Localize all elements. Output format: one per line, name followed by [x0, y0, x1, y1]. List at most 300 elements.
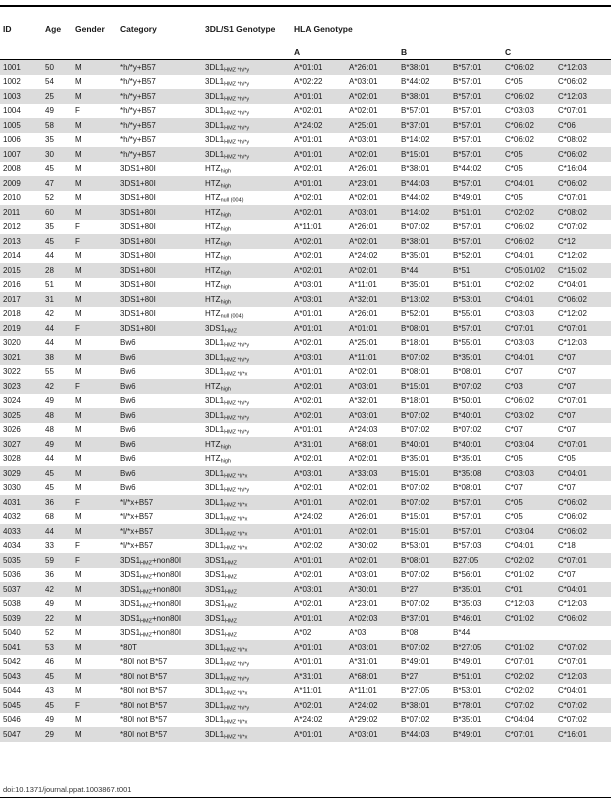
cell-category: *l/*x+B57 [117, 524, 202, 539]
cell-hla-c1: C*05 [502, 162, 555, 177]
table-row [0, 234, 611, 249]
cell-id: 4032 [0, 510, 42, 525]
cell-category: 3DS1+80I [117, 278, 202, 293]
cell-id: 3029 [0, 466, 42, 481]
cell-id: 2017 [0, 292, 42, 307]
table-row [0, 568, 611, 583]
cell-hla-a1: A*02:01 [291, 104, 346, 119]
cell-age: 45 [42, 481, 72, 496]
cell-hla-a1: A*02:01 [291, 452, 346, 467]
cell-age: 45 [42, 162, 72, 177]
cell-age: 42 [42, 379, 72, 394]
cell-hla-b1: B*44:03 [398, 727, 450, 742]
cell-category: 3DS1+80I [117, 263, 202, 278]
cell-hla-a2: A*11:01 [346, 278, 398, 293]
cell-category: 3DS1+80I [117, 176, 202, 191]
cell-id: 5043 [0, 669, 42, 684]
cell-category: Bw6 [117, 408, 202, 423]
cell-hla-b2: B*51 [450, 263, 502, 278]
cell-kir-genotype: $3DL1_{HMZ *h/*y}$ [202, 75, 291, 90]
cell-hla-a1: A*01:01 [291, 147, 346, 162]
table-row [0, 278, 611, 293]
cell-age: 44 [42, 249, 72, 264]
cell-age: 22 [42, 611, 72, 626]
cell-hla-c1: C*06:02 [502, 234, 555, 249]
cell-hla-c1: C*07:01 [502, 727, 555, 742]
cell-age: 53 [42, 640, 72, 655]
cell-hla-c1: C*05 [502, 495, 555, 510]
cell-hla-b2: B*57:01 [450, 220, 502, 235]
cell-category: *80I not B*57 [117, 669, 202, 684]
table-row [0, 495, 611, 510]
cell-hla-a2: A*25:01 [346, 118, 398, 133]
cell-age: 30 [42, 147, 72, 162]
cell-hla-c1: C*03 [502, 379, 555, 394]
cell-hla-a2: A*02:01 [346, 495, 398, 510]
table-row [0, 379, 611, 394]
cell-hla-c1: C*03:04 [502, 524, 555, 539]
cell-hla-c1: C*06:02 [502, 220, 555, 235]
cell-hla-a1: A*02:01 [291, 263, 346, 278]
cell-hla-b1: B*07:02 [398, 220, 450, 235]
cell-hla-c1: C*01:02 [502, 640, 555, 655]
cell-hla-a2: A*26:01 [346, 220, 398, 235]
cell-hla-a1: A*02:01 [291, 597, 346, 612]
cell-hla-b1: B*08 [398, 626, 450, 641]
cell-hla-b1: B*07:02 [398, 568, 450, 583]
cell-hla-b2: B*57:01 [450, 234, 502, 249]
cell-hla-c1: C*06:02 [502, 60, 555, 75]
table-row [0, 89, 611, 104]
cell-hla-c1: C*02:02 [502, 205, 555, 220]
cell-hla-b2: B*57:01 [450, 321, 502, 336]
cell-kir-genotype: $3DL1_{HMZ *l/*x}$ [202, 510, 291, 525]
header-hla-a: A [294, 46, 301, 57]
cell-gender: M [72, 597, 117, 612]
cell-gender: F [72, 539, 117, 554]
cell-hla-b2: B*53:01 [450, 292, 502, 307]
cell-hla-a2: A*03:01 [346, 75, 398, 90]
cell-hla-b2: B*49:01 [450, 655, 502, 670]
table-row [0, 408, 611, 423]
cell-hla-b2: B*08:01 [450, 365, 502, 380]
cell-id: 3020 [0, 336, 42, 351]
cell-hla-a1: A*02:01 [291, 205, 346, 220]
cell-hla-b2: B*57:01 [450, 133, 502, 148]
cell-age: 29 [42, 727, 72, 742]
cell-age: 31 [42, 292, 72, 307]
cell-hla-b1: B*27:05 [398, 684, 450, 699]
cell-gender: M [72, 307, 117, 322]
cell-kir-genotype: $3DS1_{HMZ}$ [202, 611, 291, 626]
cell-id: 2009 [0, 176, 42, 191]
cell-hla-b2: B*46:01 [450, 611, 502, 626]
table-row [0, 365, 611, 380]
cell-hla-b1: B*14:02 [398, 205, 450, 220]
cell-hla-c2: C*07:01 [555, 321, 611, 336]
cell-hla-a1: A*31:01 [291, 437, 346, 452]
table-row [0, 394, 611, 409]
cell-gender: M [72, 582, 117, 597]
cell-hla-b1: B*44 [398, 263, 450, 278]
cell-hla-b2: B*57:01 [450, 60, 502, 75]
cell-hla-c1: C*02:02 [502, 669, 555, 684]
cell-kir-genotype: $HTZ_{high}$ [202, 292, 291, 307]
table-row [0, 698, 611, 713]
cell-category: 3DS1+80I [117, 234, 202, 249]
cell-kir-genotype: $HTZ_{high}$ [202, 263, 291, 278]
cell-hla-b1: B*38:01 [398, 234, 450, 249]
cell-category: Bw6 [117, 379, 202, 394]
cell-hla-a2: A*02:01 [346, 263, 398, 278]
cell-hla-c1: C*06:02 [502, 89, 555, 104]
cell-hla-a1: A*01:01 [291, 133, 346, 148]
cell-hla-c2: C*12:03 [555, 597, 611, 612]
cell-hla-c2: C*07:02 [555, 713, 611, 728]
cell-hla-a2: A*26:01 [346, 510, 398, 525]
header-gender: Gender [75, 24, 105, 34]
cell-age: 25 [42, 89, 72, 104]
cell-hla-b2: B*35:03 [450, 597, 502, 612]
cell-gender: M [72, 727, 117, 742]
cell-id: 4034 [0, 539, 42, 554]
cell-age: 43 [42, 684, 72, 699]
cell-hla-a2: A*02:01 [346, 524, 398, 539]
cell-hla-c2: C*12:03 [555, 89, 611, 104]
cell-hla-a1: A*31:01 [291, 669, 346, 684]
cell-hla-c1: C*02:02 [502, 278, 555, 293]
cell-hla-c1: C*01:02 [502, 568, 555, 583]
cell-hla-c1: C*04:01 [502, 176, 555, 191]
cell-hla-a1: A*02:01 [291, 698, 346, 713]
cell-category: 3DS1+80I [117, 249, 202, 264]
cell-hla-a2: A*11:01 [346, 684, 398, 699]
cell-kir-genotype: $3DL1_{HMZ *h/*y}$ [202, 408, 291, 423]
cell-gender: F [72, 234, 117, 249]
cell-hla-c2: C*16:01 [555, 727, 611, 742]
cell-hla-a1: A*24:02 [291, 118, 346, 133]
table-row [0, 655, 611, 670]
cell-hla-c1: C*04:01 [502, 539, 555, 554]
cell-hla-b1: B*07:02 [398, 713, 450, 728]
cell-hla-a1: A*02:01 [291, 249, 346, 264]
cell-gender: M [72, 408, 117, 423]
cell-hla-a2: A*02:01 [346, 553, 398, 568]
cell-gender: M [72, 147, 117, 162]
table-header [0, 14, 611, 60]
cell-hla-c1 [502, 626, 555, 641]
cell-age: 44 [42, 336, 72, 351]
cell-hla-a1: A*02:22 [291, 75, 346, 90]
table-row [0, 263, 611, 278]
cell-category: *h/*y+B57 [117, 75, 202, 90]
cell-gender: M [72, 510, 117, 525]
cell-category: 3DS1+80I [117, 307, 202, 322]
table-row [0, 684, 611, 699]
cell-kir-genotype: $HTZ_{high}$ [202, 162, 291, 177]
cell-hla-b1: B*15:01 [398, 379, 450, 394]
cell-id: 2019 [0, 321, 42, 336]
cell-hla-a2: A*02:01 [346, 365, 398, 380]
cell-kir-genotype: $HTZ_{high}$ [202, 437, 291, 452]
cell-gender: M [72, 133, 117, 148]
cell-hla-b2: B*57:01 [450, 510, 502, 525]
cell-hla-b1: B*27 [398, 669, 450, 684]
cell-age: 28 [42, 263, 72, 278]
table-row [0, 249, 611, 264]
cell-hla-b1: B*15:01 [398, 510, 450, 525]
cell-age: 45 [42, 669, 72, 684]
table-row [0, 481, 611, 496]
cell-kir-genotype: $3DL1_{HMZ *h/*y}$ [202, 481, 291, 496]
cell-id: 5036 [0, 568, 42, 583]
cell-hla-a1: A*02:01 [291, 379, 346, 394]
cell-age: 49 [42, 394, 72, 409]
cell-kir-genotype: $3DL1_{HMZ *h/*y}$ [202, 147, 291, 162]
cell-hla-a1: A*02:01 [291, 162, 346, 177]
cell-gender: M [72, 640, 117, 655]
cell-category: $3DS1_{HMZ}+non80I$ [117, 626, 202, 641]
cell-hla-a2: A*02:01 [346, 191, 398, 206]
table-row [0, 336, 611, 351]
top-rule [0, 5, 611, 7]
cell-id: 1001 [0, 60, 42, 75]
cell-kir-genotype: $HTZ_{high}$ [202, 176, 291, 191]
table-row [0, 640, 611, 655]
cell-hla-a2: A*26:01 [346, 162, 398, 177]
cell-hla-a2: A*29:02 [346, 713, 398, 728]
cell-hla-a2: A*03:01 [346, 727, 398, 742]
cell-gender: M [72, 437, 117, 452]
cell-gender: M [72, 191, 117, 206]
cell-kir-genotype: $HTZ_{null (004)}$ [202, 307, 291, 322]
cell-hla-c1: C*02:02 [502, 553, 555, 568]
cell-hla-b2: B*50:01 [450, 394, 502, 409]
table-row [0, 452, 611, 467]
cell-hla-c2: C*12:03 [555, 60, 611, 75]
cell-hla-c1: C*05 [502, 191, 555, 206]
cell-hla-b2: B*44:02 [450, 162, 502, 177]
table-row [0, 321, 611, 336]
cell-gender: M [72, 423, 117, 438]
cell-hla-c2: C*12:03 [555, 336, 611, 351]
cell-category: *80I not B*57 [117, 713, 202, 728]
cell-hla-b1: B*38:01 [398, 89, 450, 104]
cell-hla-a1: A*11:01 [291, 220, 346, 235]
cell-hla-a2: A*02:01 [346, 481, 398, 496]
cell-id: 3025 [0, 408, 42, 423]
cell-hla-a1: A*24:02 [291, 713, 346, 728]
cell-age: 52 [42, 191, 72, 206]
cell-gender: M [72, 684, 117, 699]
cell-hla-c2: C*06:02 [555, 147, 611, 162]
cell-hla-b1: B*07:02 [398, 640, 450, 655]
cell-kir-genotype: $3DL1_{HMZ *l/*x}$ [202, 365, 291, 380]
cell-hla-c2: C*18 [555, 539, 611, 554]
table-row [0, 205, 611, 220]
cell-gender: M [72, 568, 117, 583]
cell-hla-b2: B*57:01 [450, 89, 502, 104]
cell-id: 2010 [0, 191, 42, 206]
cell-category: $3DS1_{HMZ}+non80I$ [117, 553, 202, 568]
cell-hla-b1: B*15:01 [398, 524, 450, 539]
cell-hla-a1: A*01:01 [291, 640, 346, 655]
cell-age: 35 [42, 133, 72, 148]
cell-hla-a1: A*01:01 [291, 176, 346, 191]
cell-hla-c1: C*04:01 [502, 249, 555, 264]
cell-kir-genotype: $3DS1_{HMZ}$ [202, 553, 291, 568]
cell-age: 52 [42, 626, 72, 641]
cell-hla-c2: C*04:01 [555, 278, 611, 293]
header-hla-b: B [401, 46, 408, 57]
cell-hla-a2: A*26:01 [346, 60, 398, 75]
table-row [0, 466, 611, 481]
cell-hla-b2: B*78:01 [450, 698, 502, 713]
cell-kir-genotype: $HTZ_{high}$ [202, 379, 291, 394]
cell-hla-c1: C*03:03 [502, 307, 555, 322]
cell-hla-c2: C*06:02 [555, 292, 611, 307]
table-row [0, 292, 611, 307]
cell-id: 1006 [0, 133, 42, 148]
cell-hla-b2: B*40:01 [450, 437, 502, 452]
cell-hla-c2: C*07:01 [555, 553, 611, 568]
cell-category: Bw6 [117, 437, 202, 452]
cell-gender: F [72, 495, 117, 510]
cell-hla-a1: A*02:01 [291, 394, 346, 409]
cell-kir-genotype: $HTZ_{high}$ [202, 452, 291, 467]
cell-hla-a2: A*02:01 [346, 147, 398, 162]
cell-gender: M [72, 611, 117, 626]
cell-hla-c1: C*02:02 [502, 684, 555, 699]
cell-category: *80I not B*57 [117, 727, 202, 742]
cell-id: 2014 [0, 249, 42, 264]
cell-id: 5041 [0, 640, 42, 655]
cell-kir-genotype: $3DS1_{HMZ}$ [202, 321, 291, 336]
cell-category: *80I not B*57 [117, 698, 202, 713]
cell-kir-genotype: $3DL1_{HMZ *h/*y}$ [202, 104, 291, 119]
cell-category: *h/*y+B57 [117, 104, 202, 119]
cell-category: Bw6 [117, 365, 202, 380]
cell-hla-c2: C*07:01 [555, 655, 611, 670]
cell-category: Bw6 [117, 481, 202, 496]
table-row [0, 350, 611, 365]
cell-hla-a2: A*68:01 [346, 669, 398, 684]
cell-category: *l/*x+B57 [117, 539, 202, 554]
cell-gender: M [72, 263, 117, 278]
cell-id: 4033 [0, 524, 42, 539]
cell-kir-genotype: $HTZ_{high}$ [202, 249, 291, 264]
cell-hla-b1: B*35:01 [398, 452, 450, 467]
cell-id: 2011 [0, 205, 42, 220]
cell-age: 55 [42, 365, 72, 380]
table-row [0, 713, 611, 728]
cell-hla-c2: C*12:02 [555, 307, 611, 322]
cell-hla-b1: B*07:02 [398, 408, 450, 423]
cell-hla-b1: B*35:01 [398, 249, 450, 264]
cell-hla-c2: C*07:02 [555, 698, 611, 713]
cell-id: 2018 [0, 307, 42, 322]
cell-id: 2013 [0, 234, 42, 249]
cell-id: 5044 [0, 684, 42, 699]
cell-age: 49 [42, 597, 72, 612]
cell-age: 48 [42, 423, 72, 438]
table-row [0, 176, 611, 191]
cell-hla-a1: A*03:01 [291, 582, 346, 597]
cell-hla-a1: A*03:01 [291, 292, 346, 307]
cell-id: 5039 [0, 611, 42, 626]
cell-gender: M [72, 292, 117, 307]
cell-hla-a2: A*01:01 [346, 321, 398, 336]
table-row [0, 437, 611, 452]
cell-id: 4031 [0, 495, 42, 510]
cell-hla-c2: C*04:01 [555, 684, 611, 699]
cell-kir-genotype: $3DL1_{HMZ *h/*y}$ [202, 655, 291, 670]
cell-hla-c2: C*07 [555, 568, 611, 583]
cell-hla-c1: C*03:02 [502, 408, 555, 423]
cell-gender: M [72, 669, 117, 684]
cell-hla-a2: A*11:01 [346, 350, 398, 365]
table-row [0, 307, 611, 322]
cell-kir-genotype: $3DL1_{HMZ *h/*y}$ [202, 133, 291, 148]
cell-gender: M [72, 655, 117, 670]
cell-hla-a2: A*30:01 [346, 582, 398, 597]
cell-kir-genotype: $3DS1_{HMZ}$ [202, 626, 291, 641]
cell-hla-a2: A*03 [346, 626, 398, 641]
cell-hla-c1: C*07:01 [502, 655, 555, 670]
cell-hla-c1: C*03:03 [502, 336, 555, 351]
cell-hla-c1: C*07 [502, 365, 555, 380]
cell-hla-a1: A*24:02 [291, 510, 346, 525]
cell-gender: M [72, 336, 117, 351]
bottom-rule [0, 797, 611, 798]
cell-hla-b1: B*37:01 [398, 118, 450, 133]
cell-hla-b2: B*51:01 [450, 669, 502, 684]
cell-hla-b2: B*53:01 [450, 684, 502, 699]
cell-gender: M [72, 176, 117, 191]
table-row [0, 75, 611, 90]
cell-hla-b2: B*57:01 [450, 104, 502, 119]
cell-id: 1002 [0, 75, 42, 90]
cell-hla-a1: A*02:01 [291, 336, 346, 351]
table-row [0, 510, 611, 525]
cell-gender: M [72, 524, 117, 539]
cell-hla-c2: C*07 [555, 379, 611, 394]
cell-hla-c2: C*07 [555, 365, 611, 380]
cell-id: 3022 [0, 365, 42, 380]
cell-hla-a1: A*02:01 [291, 191, 346, 206]
cell-category: 3DS1+80I [117, 220, 202, 235]
cell-hla-c1: C*04:01 [502, 292, 555, 307]
cell-hla-a2: A*03:01 [346, 640, 398, 655]
cell-hla-c1: C*05 [502, 452, 555, 467]
cell-kir-genotype: $3DL1_{HMZ *h/*y}$ [202, 423, 291, 438]
cell-hla-a1: A*01:01 [291, 307, 346, 322]
cell-age: 44 [42, 452, 72, 467]
cell-age: 45 [42, 698, 72, 713]
cell-hla-a1: A*11:01 [291, 684, 346, 699]
cell-age: 49 [42, 104, 72, 119]
cell-gender: M [72, 75, 117, 90]
cell-hla-b1: B*57:01 [398, 104, 450, 119]
cell-hla-a2: A*02:01 [346, 89, 398, 104]
table-row [0, 611, 611, 626]
cell-hla-a2: A*03:01 [346, 133, 398, 148]
cell-hla-b1: B*07:02 [398, 495, 450, 510]
cell-hla-c2: C*04:01 [555, 466, 611, 481]
cell-hla-a2: A*02:01 [346, 452, 398, 467]
cell-hla-b1: B*18:01 [398, 394, 450, 409]
cell-age: 42 [42, 307, 72, 322]
